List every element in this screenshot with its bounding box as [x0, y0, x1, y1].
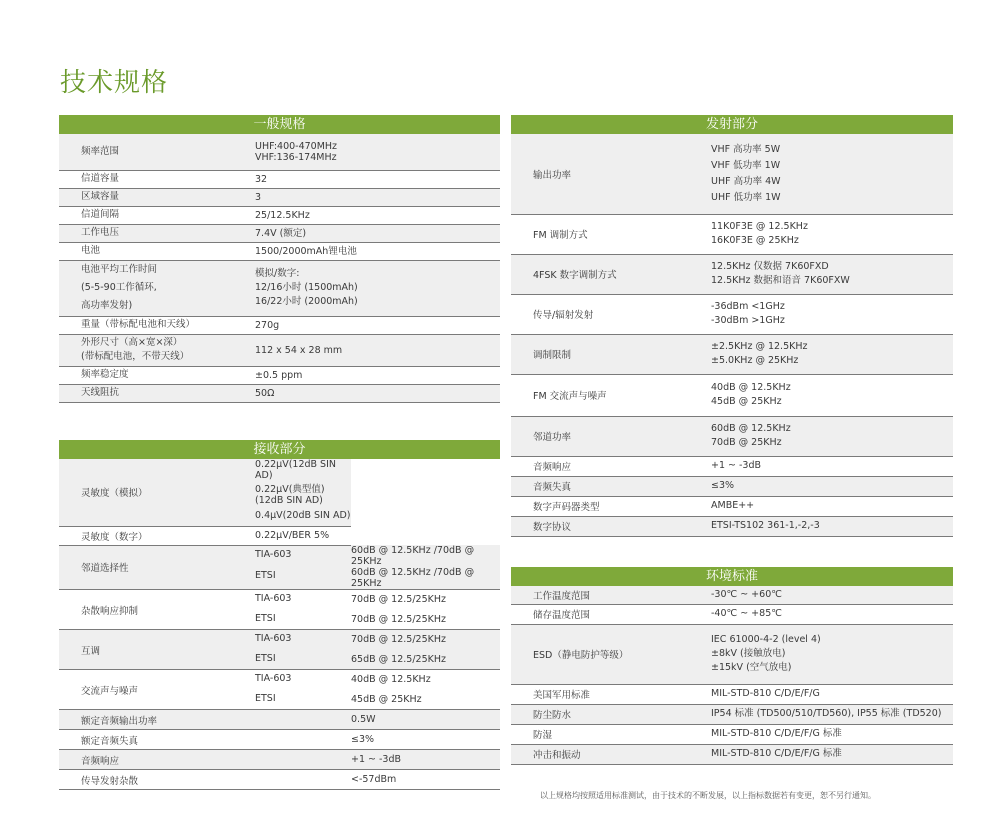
cell-text: 11K0F3E @ 12.5KHz	[711, 221, 808, 232]
row-label: 灵敏度（数字）	[59, 526, 255, 545]
row-label: 数字声码器类型	[511, 496, 711, 516]
row-label: 互调	[59, 630, 255, 670]
row-value: 0.4μV(20dB SIN AD)	[255, 506, 351, 526]
table-row	[511, 416, 953, 456]
cell-text: VHF 高功率 5W	[711, 143, 781, 155]
cell-text: 模拟/数字:	[255, 268, 300, 279]
table-row	[59, 590, 500, 610]
transmit-header: 发射部分	[511, 115, 953, 134]
row-label: 防尘防水	[511, 704, 711, 724]
table-row	[59, 334, 500, 366]
standard-label: TIA-603	[255, 593, 292, 604]
cell-text: -40℃ ~ +85℃	[711, 608, 782, 619]
table-row	[59, 630, 500, 650]
cell-text: 频率范围	[81, 145, 120, 157]
row-value: <-57dBm	[351, 770, 500, 790]
cell-text: 12.5KHz 数据和语音 7K60FXW	[711, 275, 850, 286]
row-label: FM 调制方式	[511, 214, 711, 254]
cell-text: 40dB @ 12.5KHz	[711, 382, 791, 393]
cell-text: MIL-STD-810 C/D/E/F/G 标准	[711, 728, 842, 739]
cell-text: IEC 61000-4-2 (level 4)	[711, 634, 821, 645]
environment-table	[511, 586, 953, 765]
row-label: 额定音频输出功率	[59, 710, 351, 730]
cell-text: -30℃ ~ +60℃	[711, 588, 782, 600]
table-row	[511, 294, 953, 334]
cell-text: UHF 低功率 1W	[711, 191, 781, 203]
cell-text: 12/16小时 (1500mAh)	[255, 282, 358, 293]
table-row	[59, 170, 500, 188]
cell-text: 70dB @ 25KHz	[711, 437, 782, 448]
table-row	[59, 224, 500, 242]
table-row	[59, 750, 500, 770]
table-row	[511, 134, 953, 214]
row-label: 灵敏度（模拟）	[59, 459, 255, 526]
cell-text: 270g	[255, 319, 280, 331]
row-value: 70dB @ 12.5/25KHz	[351, 630, 500, 650]
cell-text: ±2.5KHz @ 12.5KHz	[711, 341, 808, 352]
standard-label: TIA-603	[255, 673, 292, 684]
cell-text: 信道容量	[81, 173, 120, 184]
table-row	[59, 134, 500, 170]
cell-text: ±15kV (空气放电)	[711, 662, 792, 673]
cell-text: 60dB @ 12.5KHz	[711, 423, 791, 434]
table-row	[511, 744, 953, 764]
row-value: 45dB @ 25KHz	[351, 690, 500, 710]
row-value: 0.22μV(12dB SIN AD)	[255, 459, 351, 481]
table-row	[511, 214, 953, 254]
table-row	[511, 724, 953, 744]
table-row	[511, 476, 953, 496]
table-row	[511, 704, 953, 724]
transmit-section	[511, 115, 953, 537]
table-row	[511, 334, 953, 374]
cell-text: (5-5-90工作循环,	[81, 282, 157, 293]
cell-text: IP54 标准 (TD500/510/TD560), IP55 标准 (TD520)	[711, 708, 942, 719]
cell-text: UHF:400-470MHz	[255, 140, 338, 152]
cell-text: (带标配电池，不带天线）	[81, 351, 190, 362]
table-row	[59, 710, 500, 730]
cell-text: ±8kV (接触放电)	[711, 648, 786, 659]
row-label: 杂散响应抑制	[59, 590, 255, 630]
row-label: 交流声与噪声	[59, 670, 255, 710]
row-value: 60dB @ 12.5KHz /70dB @ 25KHz	[351, 545, 500, 567]
row-value: +1 ~ -3dB	[351, 750, 500, 770]
cell-text: +1 ~ -3dB	[711, 460, 762, 471]
row-label: 音频响应	[511, 456, 711, 476]
environment-section	[511, 567, 953, 765]
cell-text: 工作电压	[81, 227, 120, 238]
cell-text: 112 x 54 x 28 mm	[255, 344, 343, 356]
cell-text: 3	[255, 191, 262, 203]
general-specs-header: 一般规格	[59, 115, 500, 134]
footnote: 以上规格均按照适用标准测试，由于技术的不断发展，以上指标数据若有变更，恕不另行通知。	[540, 791, 876, 800]
receive-header: 接收部分	[59, 440, 500, 459]
standard-label: ETSI	[255, 610, 351, 630]
cell-text: -30dBm >1GHz	[711, 315, 785, 326]
row-label: 美国军用标准	[511, 684, 711, 704]
standard-label: ETSI	[255, 567, 351, 590]
cell-text: ETSI-TS102 361-1,-2,-3	[711, 520, 820, 531]
row-label: ESD（静电防护等级）	[511, 624, 711, 684]
table-row	[511, 684, 953, 704]
table-row	[511, 496, 953, 516]
row-label: 邻道功率	[511, 416, 711, 456]
table-row	[59, 242, 500, 260]
general-specs-table	[59, 134, 500, 403]
row-label: 调制限制	[511, 334, 711, 374]
cell-text: 50Ω	[255, 387, 275, 399]
table-row	[511, 516, 953, 536]
row-label: 防湿	[511, 724, 711, 744]
row-value: 65dB @ 12.5/25KHz	[351, 650, 500, 670]
table-row	[59, 188, 500, 206]
standard-label: ETSI	[255, 650, 351, 670]
row-label: 4FSK 数字调制方式	[511, 254, 711, 294]
row-label: 额定音频失真	[59, 730, 351, 750]
cell-text: 电池平均工作时间	[81, 264, 158, 275]
table-row	[59, 670, 500, 690]
cell-text: VHF:136-174MHz	[255, 151, 337, 163]
table-row	[59, 260, 500, 316]
cell-text: 高功率发射)	[81, 300, 133, 311]
table-row	[511, 604, 953, 624]
row-label: 传导/辐射发射	[511, 294, 711, 334]
table-row	[511, 586, 953, 604]
table-row	[59, 730, 500, 750]
general-specs-section	[59, 115, 500, 403]
cell-text: 32	[255, 173, 268, 185]
table-row	[59, 545, 500, 567]
page-title: 技术规格	[60, 68, 169, 98]
row-value: 70dB @ 12.5/25KHz	[351, 610, 500, 630]
table-row	[59, 206, 500, 224]
standard-label: ETSI	[255, 690, 351, 710]
row-value: 0.22μV(典型值)(12dB SIN AD)	[255, 481, 351, 506]
table-row	[511, 254, 953, 294]
receive-section	[59, 440, 500, 790]
cell-text: 25/12.5KHz	[255, 209, 310, 221]
row-label: 工作温度范围	[511, 586, 711, 604]
table-row	[59, 316, 500, 334]
row-label: FM 交流声与噪声	[511, 374, 711, 416]
table-row	[59, 366, 500, 384]
table-row	[59, 384, 500, 402]
cell-text: 16/22小时 (2000mAh)	[255, 296, 358, 307]
cell-text: 45dB @ 25KHz	[711, 396, 782, 407]
row-value: ≤3%	[351, 730, 500, 750]
cell-text: MIL-STD-810 C/D/E/F/G	[711, 688, 820, 699]
row-value: 70dB @ 12.5/25KHz	[351, 594, 446, 606]
receive-table	[59, 459, 500, 790]
cell-text: ±0.5 ppm	[255, 369, 303, 381]
row-label: 数字协议	[511, 516, 711, 536]
row-label: 邻道选择性	[59, 545, 255, 590]
row-label: 音频失真	[511, 476, 711, 496]
cell-text: 7.4V (额定)	[255, 227, 307, 239]
cell-text: 电池	[81, 245, 101, 256]
row-value: 0.5W	[351, 710, 500, 730]
row-label: 冲击和振动	[511, 744, 711, 764]
cell-text: 外形尺寸（高×宽×深）	[81, 337, 183, 348]
cell-text: UHF 高功率 4W	[711, 175, 781, 187]
cell-text: -36dBm <1GHz	[711, 301, 785, 312]
cell-text: 信道间隔	[81, 209, 120, 220]
table-row	[511, 624, 953, 684]
table-row	[59, 526, 500, 545]
row-label: 输出功率	[511, 134, 711, 214]
environment-header: 环境标准	[511, 567, 953, 586]
cell-text: 重量（带标配电池和天线）	[81, 319, 196, 330]
cell-text: VHF 低功率 1W	[711, 159, 781, 171]
row-value: 40dB @ 12.5KHz	[351, 674, 431, 686]
cell-text: 12.5KHz 仅数据 7K60FXD	[711, 261, 829, 272]
standard-label: TIA-603	[255, 630, 351, 650]
cell-text: 16K0F3E @ 25KHz	[711, 235, 799, 246]
table-row	[511, 374, 953, 416]
cell-text: 区域容量	[81, 191, 120, 202]
row-value: 60dB @ 12.5KHz /70dB @ 25KHz	[351, 567, 500, 590]
cell-text: 天线阻抗	[81, 387, 120, 398]
table-row	[59, 459, 500, 481]
row-value: 0.22μV/BER 5%	[255, 526, 351, 545]
table-row	[511, 456, 953, 476]
standard-label: TIA-603	[255, 545, 351, 567]
row-label: 音频响应	[59, 750, 351, 770]
row-label: 储存温度范围	[511, 604, 711, 624]
transmit-table	[511, 134, 953, 537]
cell-text: ±5.0KHz @ 25KHz	[711, 355, 799, 366]
cell-text: ≤3%	[711, 480, 735, 491]
cell-text: AMBE++	[711, 500, 755, 511]
cell-text: 1500/2000mAh锂电池	[255, 245, 357, 257]
cell-text: 频率稳定度	[81, 369, 129, 380]
row-label: 传导发射杂散	[59, 770, 351, 790]
table-row	[59, 770, 500, 790]
cell-text: MIL-STD-810 C/D/E/F/G 标准	[711, 748, 842, 759]
